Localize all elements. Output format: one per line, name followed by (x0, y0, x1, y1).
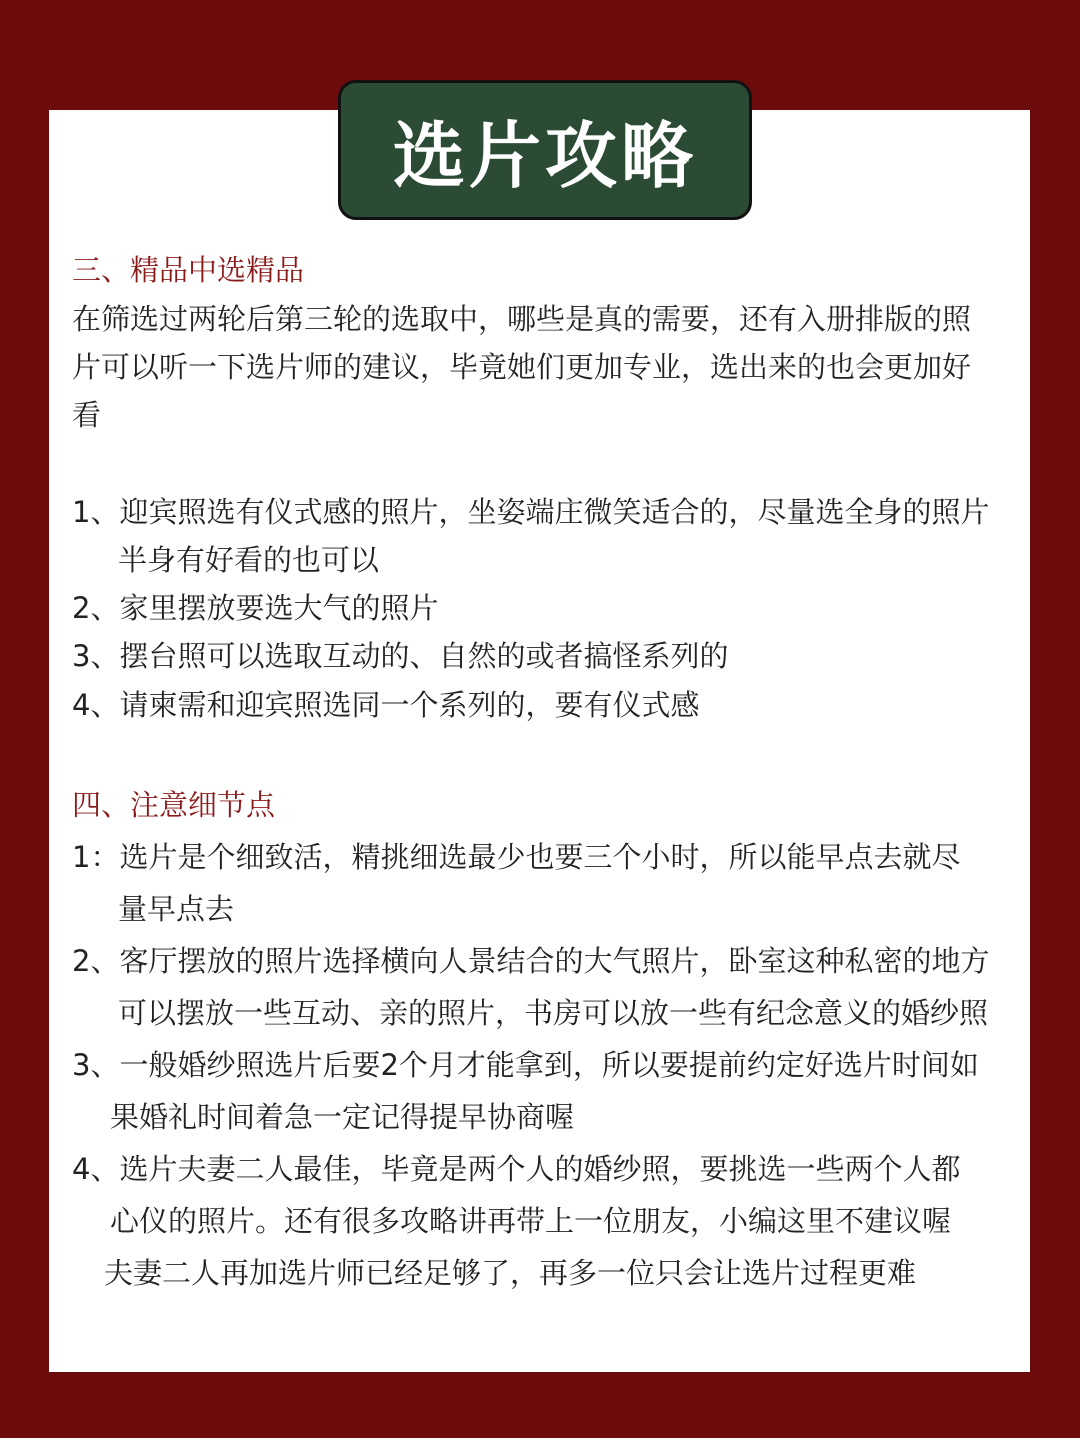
list-item-continuation: 心仪的照片。还有很多攻略讲再带上一位朋友，小编这里不建议喔 (110, 1204, 952, 1238)
list-item: 4、选片夫妻二人最佳，毕竟是两个人的婚纱照，要挑选一些两个人都 (72, 1152, 961, 1186)
list-item: 1、迎宾照选有仪式感的照片，坐姿端庄微笑适合的，尽量选全身的照片 (72, 495, 990, 529)
section-heading: 三、精品中选精品 (72, 253, 305, 287)
paragraph-line: 片可以听一下选片师的建议，毕竟她们更加专业，选出来的也会更加好 (72, 350, 972, 384)
list-item-continuation: 量早点去 (118, 892, 235, 926)
list-item-continuation: 果婚礼时间着急一定记得提早协商喔 (110, 1100, 575, 1134)
section-heading: 四、注意细节点 (72, 788, 276, 822)
paragraph-line: 在筛选过两轮后第三轮的选取中，哪些是真的需要，还有入册排版的照 (72, 302, 972, 336)
list-item: 2、客厅摆放的照片选择横向人景结合的大气照片，卧室这种私密的地方 (72, 944, 990, 978)
list-item: 3、摆台照可以选取互动的、自然的或者搞怪系列的 (72, 639, 729, 673)
paragraph-line: 看 (72, 398, 102, 432)
list-item-continuation: 可以摆放一些互动、亲的照片，书房可以放一些有纪念意义的婚纱照 (118, 996, 989, 1030)
list-item: 1：选片是个细致活，精挑细选最少也要三个小时，所以能早点去就尽 (72, 840, 961, 874)
page-title: 选片攻略 (392, 114, 697, 198)
list-item: 3、一般婚纱照选片后要2个月才能拿到，所以要提前约定好选片时间如 (72, 1048, 979, 1082)
list-item: 4、请柬需和迎宾照选同一个系列的，要有仪式感 (72, 688, 700, 722)
list-item-continuation: 半身有好看的也可以 (118, 543, 380, 577)
list-item-continuation: 夫妻二人再加选片师已经足够了，再多一位只会让选片过程更难 (104, 1256, 917, 1290)
list-item: 2、家里摆放要选大气的照片 (72, 591, 439, 625)
